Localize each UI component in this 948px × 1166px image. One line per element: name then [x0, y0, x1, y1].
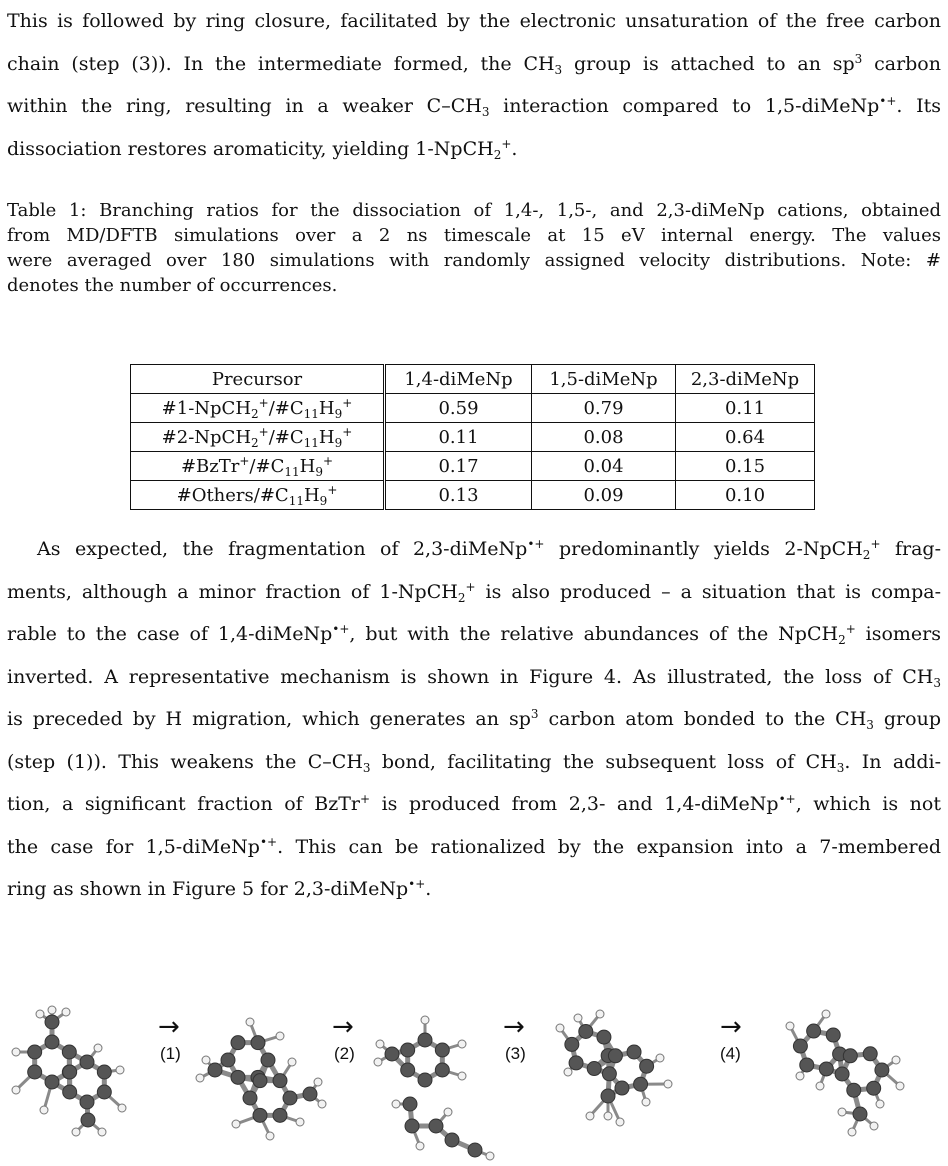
carbon-atom	[608, 1049, 622, 1063]
table-cell: 0.04	[532, 452, 676, 481]
table-cell: 0.09	[532, 481, 676, 510]
step-label: (1)	[160, 1044, 181, 1064]
carbon-atom	[405, 1119, 419, 1133]
mechanism-figure	[0, 1000, 948, 1162]
carbon-atom	[569, 1056, 583, 1070]
carbon-atom	[80, 1055, 94, 1069]
carbon-atom	[418, 1033, 432, 1047]
hydrogen-atom	[870, 1122, 878, 1130]
step-label: (3)	[505, 1044, 526, 1064]
carbon-atom	[847, 1083, 861, 1097]
carbon-atom	[800, 1058, 814, 1072]
hydrogen-atom	[596, 1010, 604, 1018]
carbon-atom	[579, 1024, 593, 1038]
carbon-atom	[445, 1133, 459, 1147]
hydrogen-atom	[276, 1032, 284, 1040]
table-cell: 0.15	[676, 452, 815, 481]
carbon-atom	[587, 1062, 601, 1076]
carbon-atom	[835, 1067, 849, 1081]
text-line: (step (1)). This weakens the $C-CH_3$ bond, facilitating the subsequent loss of $CH_3$. In addi-	[7, 741, 941, 784]
row-label: $\#BzTr^+/\#C_{11}H_9^+$	[131, 452, 385, 481]
carbon-atom	[863, 1047, 877, 1061]
hydrogen-atom	[896, 1082, 904, 1090]
carbon-atom	[243, 1091, 257, 1105]
carbon-atom	[62, 1045, 76, 1059]
hydrogen-atom	[786, 1022, 794, 1030]
hydrogen-atom	[486, 1152, 494, 1160]
hydrogen-atom	[116, 1066, 124, 1074]
hydrogen-atom	[664, 1080, 672, 1088]
carbon-atom	[826, 1028, 840, 1042]
table-header-row	[131, 365, 815, 394]
carbon-atom	[793, 1039, 807, 1053]
carbon-atom	[45, 1015, 59, 1029]
carbon-atom	[231, 1070, 245, 1084]
hydrogen-atom	[48, 1006, 56, 1014]
table-caption	[7, 198, 941, 298]
molecule-3	[374, 1016, 494, 1160]
carbon-atom	[640, 1059, 654, 1073]
table-row	[131, 423, 815, 452]
carbon-atom	[28, 1065, 42, 1079]
table-cell: 0.17	[385, 452, 532, 481]
hydrogen-atom	[458, 1072, 466, 1080]
carbon-atom	[81, 1113, 95, 1127]
table-cell: 0.11	[676, 394, 815, 423]
text-line: rable to the case of 1,4-diMeNp•+, but with the relative abundances of the NpCH$_2$+ isomers	[7, 613, 941, 656]
hydrogen-atom	[94, 1044, 102, 1052]
hydrogen-atom	[318, 1100, 326, 1108]
carbon-atom	[231, 1036, 245, 1050]
header-14-dimenp: 1,4-diMeNp	[385, 365, 532, 394]
carbon-atom	[63, 1065, 77, 1079]
carbon-atom	[627, 1045, 641, 1059]
carbon-atom	[28, 1045, 42, 1059]
carbon-atom	[429, 1119, 443, 1133]
hydrogen-atom	[586, 1112, 594, 1120]
text-line: is preceded by H migration, which generates an $sp^3$ carbon atom bonded to the $CH_3$ group	[7, 698, 941, 741]
hydrogen-atom	[374, 1058, 382, 1066]
text-line: As expected, the fragmentation of 2,3-diMeNp•+ predominantly yields 2-NpCH$_2$+ frag-	[7, 528, 941, 571]
reaction-arrow: →	[332, 1012, 354, 1042]
carbon-atom	[435, 1063, 449, 1077]
carbon-atom	[867, 1081, 881, 1095]
molecule-4	[556, 1010, 672, 1126]
carbon-atom	[634, 1077, 648, 1091]
table-row	[131, 394, 815, 423]
hydrogen-atom	[822, 1010, 830, 1018]
paragraph-fragmentation	[7, 528, 941, 911]
carbon-atom	[251, 1036, 265, 1050]
paragraph-ring-closure	[7, 0, 941, 170]
header-23-dimenp: 2,3-diMeNp	[676, 365, 815, 394]
carbon-atom	[45, 1075, 59, 1089]
hydrogen-atom	[98, 1128, 106, 1136]
carbon-atom	[819, 1062, 833, 1076]
row-label: $\#Others/\#C_{11}H_9^+$	[131, 481, 385, 510]
hydrogen-atom	[118, 1104, 126, 1112]
hydrogen-atom	[40, 1106, 48, 1114]
carbon-atom	[435, 1043, 449, 1057]
carbon-atom	[385, 1047, 399, 1061]
hydrogen-atom	[314, 1078, 322, 1086]
hydrogen-atom	[232, 1120, 240, 1128]
hydrogen-atom	[296, 1118, 304, 1126]
hydrogen-atom	[72, 1128, 80, 1136]
hydrogen-atom	[838, 1108, 846, 1116]
hydrogen-atom	[816, 1082, 824, 1090]
table-row	[131, 481, 815, 510]
hydrogen-atom	[796, 1072, 804, 1080]
hydrogen-atom	[376, 1040, 384, 1048]
carbon-atom	[843, 1049, 857, 1063]
hydrogen-atom	[642, 1098, 650, 1106]
table-cell: 0.59	[385, 394, 532, 423]
carbon-atom	[853, 1107, 867, 1121]
carbon-atom	[253, 1108, 267, 1122]
hydrogen-atom	[266, 1132, 274, 1140]
carbon-atom	[875, 1063, 889, 1077]
table-row	[131, 452, 815, 481]
hydrogen-atom	[564, 1068, 572, 1076]
header-precursor: Precursor	[131, 365, 385, 394]
table-cell: 0.13	[385, 481, 532, 510]
carbon-atom	[807, 1024, 821, 1038]
carbon-atom	[565, 1037, 579, 1051]
carbon-atom	[97, 1085, 111, 1099]
carbon-atom	[401, 1063, 415, 1077]
header-15-dimenp: 1,5-diMeNp	[532, 365, 676, 394]
text-line: ments, although a minor fraction of 1-NpCH$_2$+ is also produced – a situation that is compa-	[7, 571, 941, 614]
reaction-arrow: →	[720, 1012, 742, 1042]
row-label: $\#1-NpCH_2^+/\#C_{11}H_9^+$	[131, 394, 385, 423]
table-cell: 0.11	[385, 423, 532, 452]
carbon-atom	[253, 1074, 267, 1088]
text-line: the case for 1,5-diMeNp•+. This can be rationalized by the expansion into a 7-membered	[7, 826, 941, 869]
hydrogen-atom	[12, 1048, 20, 1056]
carbon-atom	[273, 1074, 287, 1088]
hydrogen-atom	[416, 1142, 424, 1150]
hydrogen-atom	[656, 1054, 664, 1062]
carbon-atom	[303, 1087, 317, 1101]
carbon-atom	[468, 1143, 482, 1157]
carbon-atom	[418, 1073, 432, 1087]
text-line: This is followed by ring closure, facilitated by the electronic unsaturation of the free carbon	[7, 0, 941, 43]
carbon-atom	[80, 1095, 94, 1109]
hydrogen-atom	[848, 1128, 856, 1136]
hydrogen-atom	[892, 1056, 900, 1064]
hydrogen-atom	[876, 1100, 884, 1108]
caption-line: denotes the number of occurrences.	[7, 273, 941, 298]
carbon-atom	[602, 1067, 616, 1081]
text-line: inverted. A representative mechanism is shown in Figure 4. As illustrated, the loss of $CH_3$	[7, 656, 941, 699]
row-label: $\#2-NpCH_2^+/\#C_{11}H_9^+$	[131, 423, 385, 452]
text-line: ring as shown in Figure 5 for 2,3-diMeNp•+.	[7, 868, 941, 911]
table-cell: 0.64	[676, 423, 815, 452]
reaction-arrow: →	[503, 1012, 525, 1042]
carbon-atom	[97, 1065, 111, 1079]
hydrogen-atom	[556, 1024, 564, 1032]
hydrogen-atom	[36, 1010, 44, 1018]
text-line: tion, a significant fraction of BzTr+ is produced from 2,3- and 1,4-diMeNp•+, which is not	[7, 783, 941, 826]
carbon-atom	[273, 1108, 287, 1122]
hydrogen-atom	[458, 1040, 466, 1048]
step-label: (2)	[334, 1044, 355, 1064]
hydrogen-atom	[196, 1074, 204, 1082]
hydrogen-atom	[604, 1112, 612, 1120]
carbon-atom	[45, 1035, 59, 1049]
text-line: dissociation restores aromaticity, yielding 1-NpCH$_2$+.	[7, 128, 941, 171]
hydrogen-atom	[12, 1086, 20, 1094]
text-line: within the ring, resulting in a weaker $C-CH_3$ interaction compared to 1,5-diMeNp•+. Its	[7, 85, 941, 128]
reaction-arrow: →	[158, 1012, 180, 1042]
hydrogen-atom	[421, 1016, 429, 1024]
molecule-2	[196, 1018, 326, 1140]
carbon-atom	[208, 1063, 222, 1077]
hydrogen-atom	[288, 1058, 296, 1066]
molecule-1	[12, 1006, 126, 1136]
caption-line: Table 1: Branching ratios for the dissociation of 1,4-, 1,5-, and 2,3-diMeNp cations, obtained	[7, 198, 941, 223]
table-cell: 0.10	[676, 481, 815, 510]
hydrogen-atom	[444, 1108, 452, 1116]
carbon-atom	[221, 1053, 235, 1067]
carbon-atom	[261, 1053, 275, 1067]
molecule-renderings	[0, 1000, 948, 1162]
carbon-atom	[615, 1081, 629, 1095]
caption-line: were averaged over 180 simulations with randomly assigned velocity distributions. Note: #	[7, 248, 941, 273]
hydrogen-atom	[62, 1008, 70, 1016]
step-label: (4)	[720, 1044, 741, 1064]
branching-ratio-table	[130, 364, 815, 510]
hydrogen-atom	[574, 1014, 582, 1022]
carbon-atom	[403, 1097, 417, 1111]
molecule-5	[786, 1010, 904, 1136]
hydrogen-atom	[202, 1056, 210, 1064]
carbon-atom	[401, 1043, 415, 1057]
hydrogen-atom	[616, 1118, 624, 1126]
hydrogen-atom	[392, 1100, 400, 1108]
caption-line: from MD/DFTB simulations over a 2 ns timescale at 15 eV internal energy. The values	[7, 223, 941, 248]
carbon-atom	[63, 1085, 77, 1099]
text-line: chain (step (3)). In the intermediate formed, the $CH_3$ group is attached to an $sp^3$ carbon	[7, 43, 941, 86]
table-cell: 0.08	[532, 423, 676, 452]
carbon-atom	[601, 1089, 615, 1103]
carbon-atom	[283, 1091, 297, 1105]
hydrogen-atom	[246, 1018, 254, 1026]
carbon-atom	[597, 1030, 611, 1044]
table-cell: 0.79	[532, 394, 676, 423]
